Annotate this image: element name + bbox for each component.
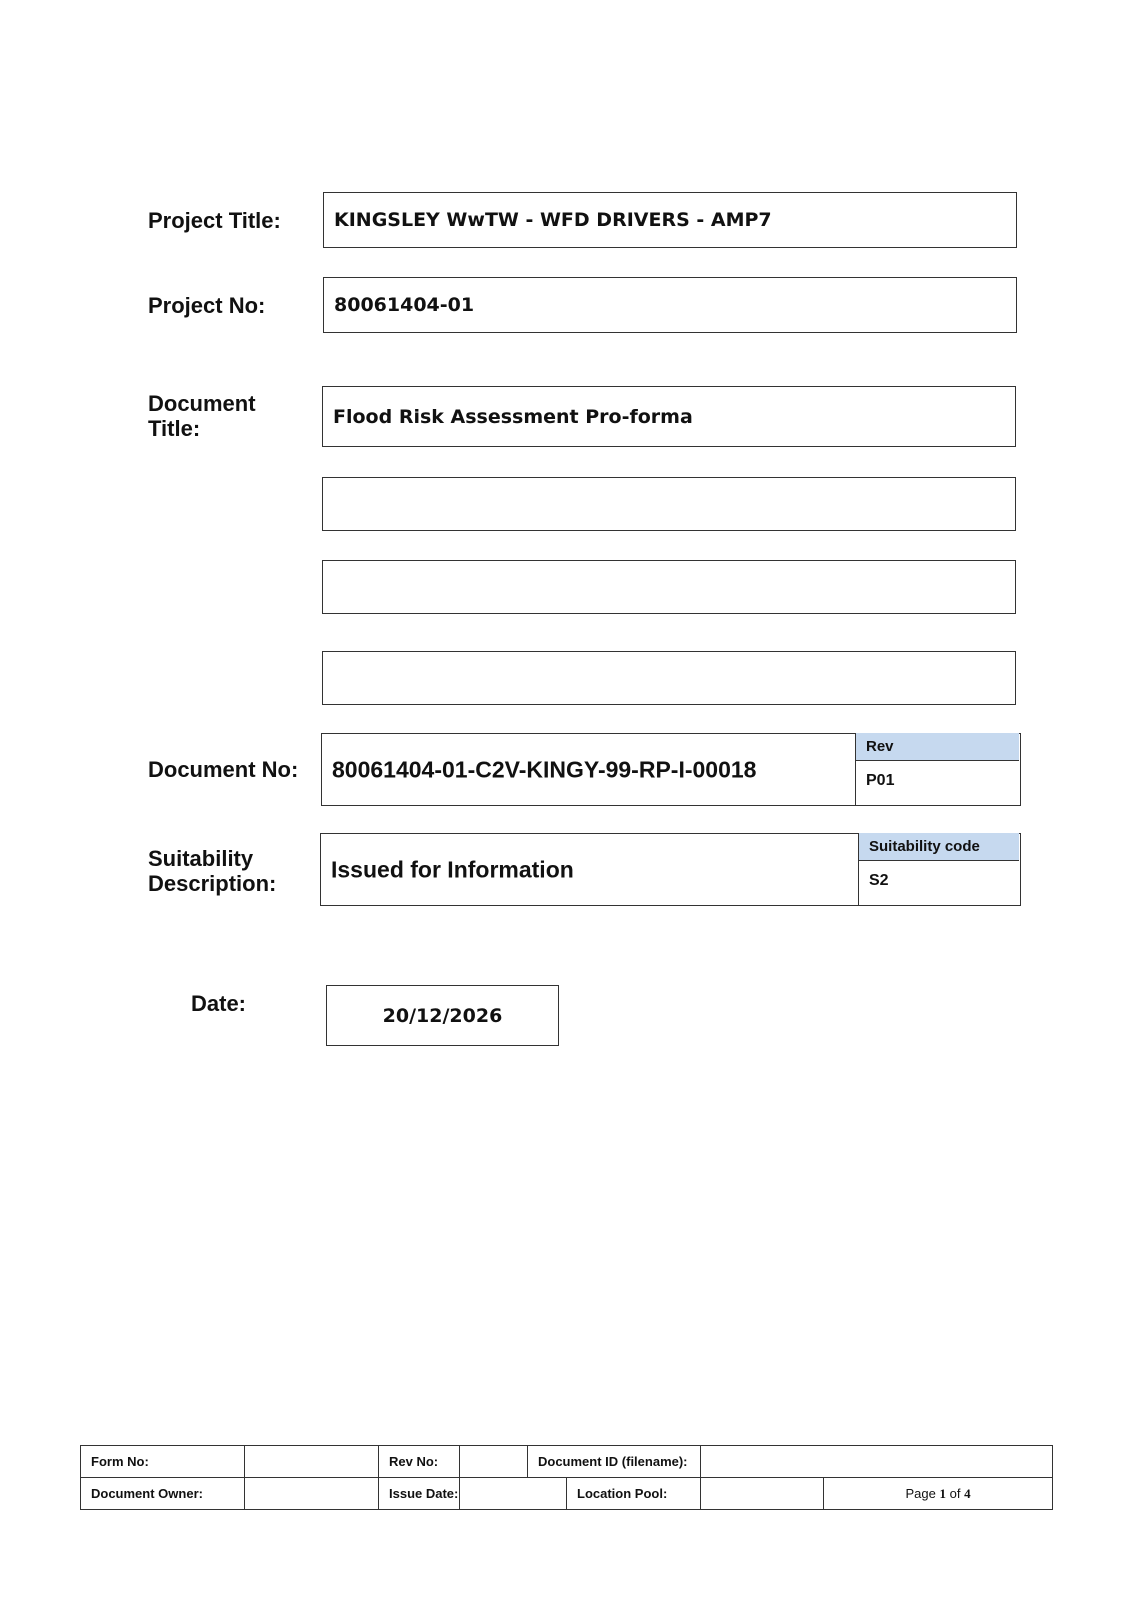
rev-value: P01 — [866, 771, 895, 789]
document-title-field[interactable] — [322, 386, 1016, 447]
page-total: 4 — [964, 1485, 971, 1501]
date-value: 20/12/2026 — [382, 1004, 503, 1027]
document-owner-value[interactable] — [245, 1478, 379, 1510]
document-title-label-line1: Document — [148, 391, 256, 416]
document-id-value[interactable] — [701, 1446, 1053, 1478]
page-indicator — [824, 1478, 1053, 1510]
document-no-field[interactable] — [321, 733, 1021, 806]
project-no-label: Project No: — [148, 293, 266, 318]
title-line-3-field[interactable] — [322, 560, 1016, 614]
footer-table — [80, 1445, 1053, 1510]
rev-no-value[interactable] — [460, 1446, 528, 1478]
issue-date-value[interactable] — [460, 1478, 567, 1510]
page-of: of — [945, 1485, 965, 1501]
document-title-value: Flood Risk Assessment Pro-forma — [333, 405, 693, 428]
rev-label: Rev — [856, 733, 1019, 761]
project-no-value: 80061404-01 — [334, 294, 475, 316]
document-owner-label: Document Owner: — [81, 1478, 245, 1510]
rev-no-label: Rev No: — [379, 1446, 460, 1478]
suitability-code-cell — [858, 833, 1019, 906]
rev-cell — [855, 733, 1019, 806]
footer-row-2 — [81, 1478, 1053, 1510]
project-title-label: Project Title: — [148, 208, 281, 233]
suitability-code-value: S2 — [869, 871, 889, 889]
suitability-value: Issued for Information — [331, 856, 574, 882]
title-line-2-field[interactable] — [322, 477, 1016, 531]
footer-row-1 — [81, 1446, 1053, 1478]
document-id-label: Document ID (filename): — [528, 1446, 701, 1478]
project-title-field[interactable] — [323, 192, 1017, 248]
issue-date-label: Issue Date: — [379, 1478, 460, 1510]
location-pool-value[interactable] — [701, 1478, 824, 1510]
suitability-label-line1: Suitability — [148, 846, 254, 871]
document-no-value: 80061404-01-C2V-KINGY-99-RP-I-00018 — [332, 756, 757, 782]
form-no-value[interactable] — [245, 1446, 379, 1478]
suitability-code-label: Suitability code — [859, 833, 1019, 861]
form-no-label: Form No: — [81, 1446, 245, 1478]
suitability-label — [148, 846, 276, 896]
location-pool-label: Location Pool: — [567, 1478, 701, 1510]
document-title-label — [148, 391, 256, 441]
project-no-field[interactable] — [323, 277, 1017, 333]
title-line-4-field[interactable] — [322, 651, 1016, 705]
page-prefix: Page — [905, 1485, 940, 1501]
date-field[interactable] — [326, 985, 559, 1046]
page-current: 1 — [939, 1485, 946, 1501]
document-title-label-line2: Title: — [148, 416, 201, 441]
document-no-label: Document No: — [148, 757, 299, 782]
suitability-label-line2: Description: — [148, 871, 277, 896]
date-label: Date: — [191, 991, 247, 1016]
suitability-field[interactable] — [320, 833, 1021, 906]
project-title-value: KINGSLEY WwTW - WFD DRIVERS - AMP7 — [334, 209, 772, 231]
